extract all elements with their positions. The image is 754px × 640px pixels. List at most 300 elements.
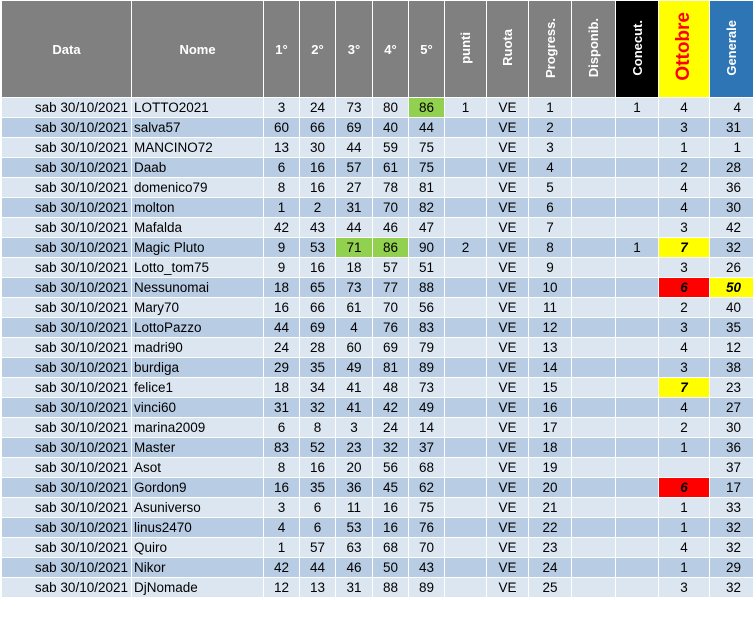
cell-generale: 36 bbox=[710, 438, 754, 458]
cell-n3: 31 bbox=[336, 198, 373, 218]
cell-n1: 16 bbox=[264, 478, 300, 498]
cell-ruota: VE bbox=[487, 178, 529, 198]
cell-disponib bbox=[572, 278, 616, 298]
cell-generale: 32 bbox=[710, 578, 754, 598]
cell-generale: 32 bbox=[710, 538, 754, 558]
cell-ruota: VE bbox=[487, 158, 529, 178]
cell-n5: 89 bbox=[409, 578, 445, 598]
cell-n1: 44 bbox=[264, 318, 300, 338]
cell-n1: 1 bbox=[264, 538, 300, 558]
cell-progress: 15 bbox=[529, 378, 572, 398]
cell-n1: 16 bbox=[264, 298, 300, 318]
cell-conecut bbox=[616, 118, 659, 138]
cell-n5: 79 bbox=[409, 338, 445, 358]
cell-n2: 30 bbox=[300, 138, 336, 158]
cell-progress: 19 bbox=[529, 458, 572, 478]
cell-punti bbox=[445, 198, 487, 218]
cell-ottobre: 3 bbox=[659, 218, 710, 238]
cell-punti bbox=[445, 418, 487, 438]
cell-generale: 42 bbox=[710, 218, 754, 238]
cell-date: sab 30/10/2021 bbox=[2, 518, 132, 538]
cell-ottobre: 1 bbox=[659, 438, 710, 458]
cell-n3: 20 bbox=[336, 458, 373, 478]
cell-punti bbox=[445, 398, 487, 418]
cell-conecut bbox=[616, 198, 659, 218]
cell-n3: 44 bbox=[336, 138, 373, 158]
cell-ottobre: 4 bbox=[659, 98, 710, 118]
cell-name: Gordon9 bbox=[132, 478, 264, 498]
cell-n5: 70 bbox=[409, 538, 445, 558]
cell-generale: 27 bbox=[710, 398, 754, 418]
cell-disponib bbox=[572, 558, 616, 578]
cell-conecut bbox=[616, 498, 659, 518]
cell-generale: 37 bbox=[710, 458, 754, 478]
table-row bbox=[2, 378, 754, 398]
cell-ruota: VE bbox=[487, 258, 529, 278]
cell-ruota: VE bbox=[487, 458, 529, 478]
cell-progress: 5 bbox=[529, 178, 572, 198]
cell-disponib bbox=[572, 98, 616, 118]
cell-disponib bbox=[572, 178, 616, 198]
lotto-results-table bbox=[1, 0, 754, 598]
cell-n4: 57 bbox=[373, 258, 409, 278]
table-row bbox=[2, 218, 754, 238]
cell-n1: 18 bbox=[264, 278, 300, 298]
cell-punti bbox=[445, 478, 487, 498]
cell-disponib bbox=[572, 458, 616, 478]
cell-n1: 13 bbox=[264, 138, 300, 158]
cell-n4: 69 bbox=[373, 338, 409, 358]
cell-ottobre: 1 bbox=[659, 558, 710, 578]
cell-n3: 11 bbox=[336, 498, 373, 518]
cell-disponib bbox=[572, 398, 616, 418]
cell-n3: 27 bbox=[336, 178, 373, 198]
table-row bbox=[2, 358, 754, 378]
header-conecut-label: Conecut. bbox=[629, 19, 645, 76]
cell-progress: 13 bbox=[529, 338, 572, 358]
cell-n1: 3 bbox=[264, 498, 300, 518]
cell-date: sab 30/10/2021 bbox=[2, 358, 132, 378]
cell-n1: 60 bbox=[264, 118, 300, 138]
table-header bbox=[2, 1, 754, 98]
cell-n5: 83 bbox=[409, 318, 445, 338]
cell-n3: 53 bbox=[336, 518, 373, 538]
cell-n5: 44 bbox=[409, 118, 445, 138]
cell-date: sab 30/10/2021 bbox=[2, 438, 132, 458]
cell-date: sab 30/10/2021 bbox=[2, 458, 132, 478]
cell-generale: 1 bbox=[710, 138, 754, 158]
cell-n2: 53 bbox=[300, 238, 336, 258]
cell-generale: 26 bbox=[710, 258, 754, 278]
cell-n2: 32 bbox=[300, 398, 336, 418]
header-n4: 4° bbox=[373, 1, 409, 98]
cell-ottobre: 2 bbox=[659, 418, 710, 438]
table-row bbox=[2, 478, 754, 498]
cell-date: sab 30/10/2021 bbox=[2, 338, 132, 358]
cell-n2: 16 bbox=[300, 258, 336, 278]
cell-n5: 73 bbox=[409, 378, 445, 398]
cell-ottobre: 4 bbox=[659, 538, 710, 558]
cell-n1: 3 bbox=[264, 98, 300, 118]
cell-name: salva57 bbox=[132, 118, 264, 138]
cell-date: sab 30/10/2021 bbox=[2, 158, 132, 178]
cell-ottobre: 1 bbox=[659, 138, 710, 158]
cell-ruota: VE bbox=[487, 198, 529, 218]
cell-conecut bbox=[616, 378, 659, 398]
cell-ottobre: 3 bbox=[659, 358, 710, 378]
cell-n4: 40 bbox=[373, 118, 409, 138]
cell-name: Quiro bbox=[132, 538, 264, 558]
cell-n2: 65 bbox=[300, 278, 336, 298]
cell-n1: 29 bbox=[264, 358, 300, 378]
header-generale bbox=[710, 1, 754, 98]
cell-n5: 89 bbox=[409, 358, 445, 378]
table-row bbox=[2, 238, 754, 258]
cell-conecut bbox=[616, 578, 659, 598]
cell-n4: 70 bbox=[373, 198, 409, 218]
cell-generale: 50 bbox=[710, 278, 754, 298]
cell-generale: 33 bbox=[710, 498, 754, 518]
header-nome: Nome bbox=[132, 1, 264, 98]
cell-date: sab 30/10/2021 bbox=[2, 498, 132, 518]
cell-n4: 76 bbox=[373, 318, 409, 338]
cell-progress: 3 bbox=[529, 138, 572, 158]
cell-n3: 57 bbox=[336, 158, 373, 178]
table-row bbox=[2, 458, 754, 478]
table-row bbox=[2, 178, 754, 198]
cell-punti bbox=[445, 558, 487, 578]
cell-n4: 50 bbox=[373, 558, 409, 578]
cell-progress: 9 bbox=[529, 258, 572, 278]
cell-ottobre: 4 bbox=[659, 338, 710, 358]
cell-punti bbox=[445, 318, 487, 338]
cell-n5: 37 bbox=[409, 438, 445, 458]
cell-progress: 22 bbox=[529, 518, 572, 538]
cell-n2: 57 bbox=[300, 538, 336, 558]
cell-name: Daab bbox=[132, 158, 264, 178]
cell-n2: 24 bbox=[300, 98, 336, 118]
cell-n1: 31 bbox=[264, 398, 300, 418]
cell-ottobre: 3 bbox=[659, 258, 710, 278]
cell-n2: 6 bbox=[300, 498, 336, 518]
cell-n5: 75 bbox=[409, 138, 445, 158]
cell-generale: 32 bbox=[710, 238, 754, 258]
cell-progress: 2 bbox=[529, 118, 572, 138]
cell-n1: 9 bbox=[264, 238, 300, 258]
table-row bbox=[2, 498, 754, 518]
cell-n4: 86 bbox=[373, 238, 409, 258]
cell-progress: 16 bbox=[529, 398, 572, 418]
cell-generale: 17 bbox=[710, 478, 754, 498]
table-row bbox=[2, 298, 754, 318]
cell-name: MANCINO72 bbox=[132, 138, 264, 158]
header-punti bbox=[445, 1, 487, 98]
cell-n2: 16 bbox=[300, 178, 336, 198]
cell-n3: 71 bbox=[336, 238, 373, 258]
cell-name: Master bbox=[132, 438, 264, 458]
cell-disponib bbox=[572, 438, 616, 458]
cell-n4: 81 bbox=[373, 358, 409, 378]
header-disponib-label: Disponib. bbox=[586, 17, 601, 78]
cell-conecut: 1 bbox=[616, 98, 659, 118]
cell-date: sab 30/10/2021 bbox=[2, 418, 132, 438]
cell-n3: 60 bbox=[336, 338, 373, 358]
cell-disponib bbox=[572, 418, 616, 438]
cell-ruota: VE bbox=[487, 98, 529, 118]
cell-disponib bbox=[572, 498, 616, 518]
header-conecut bbox=[616, 1, 659, 98]
cell-n4: 80 bbox=[373, 98, 409, 118]
cell-progress: 10 bbox=[529, 278, 572, 298]
header-n2: 2° bbox=[300, 1, 336, 98]
cell-disponib bbox=[572, 338, 616, 358]
cell-disponib bbox=[572, 478, 616, 498]
cell-ruota: VE bbox=[487, 338, 529, 358]
cell-generale: 30 bbox=[710, 198, 754, 218]
cell-n2: 66 bbox=[300, 118, 336, 138]
cell-disponib bbox=[572, 158, 616, 178]
cell-ottobre: 1 bbox=[659, 498, 710, 518]
cell-n1: 18 bbox=[264, 378, 300, 398]
cell-disponib bbox=[572, 238, 616, 258]
cell-progress: 18 bbox=[529, 438, 572, 458]
cell-conecut bbox=[616, 298, 659, 318]
cell-ruota: VE bbox=[487, 318, 529, 338]
cell-disponib bbox=[572, 218, 616, 238]
cell-ottobre: 1 bbox=[659, 518, 710, 538]
cell-ottobre: 2 bbox=[659, 298, 710, 318]
cell-date: sab 30/10/2021 bbox=[2, 278, 132, 298]
header-progress bbox=[529, 1, 572, 98]
cell-conecut bbox=[616, 438, 659, 458]
cell-n2: 35 bbox=[300, 478, 336, 498]
cell-ruota: VE bbox=[487, 518, 529, 538]
table-row bbox=[2, 398, 754, 418]
cell-n2: 8 bbox=[300, 418, 336, 438]
cell-date: sab 30/10/2021 bbox=[2, 118, 132, 138]
cell-n4: 16 bbox=[373, 498, 409, 518]
cell-disponib bbox=[572, 538, 616, 558]
table-row bbox=[2, 438, 754, 458]
cell-n4: 24 bbox=[373, 418, 409, 438]
cell-punti bbox=[445, 218, 487, 238]
cell-n1: 6 bbox=[264, 158, 300, 178]
table-row bbox=[2, 98, 754, 118]
cell-date: sab 30/10/2021 bbox=[2, 218, 132, 238]
cell-n1: 42 bbox=[264, 558, 300, 578]
cell-disponib bbox=[572, 298, 616, 318]
cell-name: molton bbox=[132, 198, 264, 218]
cell-conecut bbox=[616, 338, 659, 358]
cell-n2: 6 bbox=[300, 518, 336, 538]
cell-conecut bbox=[616, 478, 659, 498]
cell-name: Asuniverso bbox=[132, 498, 264, 518]
table-row bbox=[2, 338, 754, 358]
cell-n3: 41 bbox=[336, 378, 373, 398]
cell-n5: 56 bbox=[409, 298, 445, 318]
header-data: Data bbox=[2, 1, 132, 98]
cell-punti: 2 bbox=[445, 238, 487, 258]
cell-n2: 16 bbox=[300, 158, 336, 178]
cell-ottobre bbox=[659, 458, 710, 478]
table-row bbox=[2, 258, 754, 278]
cell-n1: 24 bbox=[264, 338, 300, 358]
cell-ottobre: 2 bbox=[659, 158, 710, 178]
cell-punti bbox=[445, 578, 487, 598]
cell-n4: 16 bbox=[373, 518, 409, 538]
cell-n5: 76 bbox=[409, 518, 445, 538]
cell-n4: 32 bbox=[373, 438, 409, 458]
cell-ruota: VE bbox=[487, 418, 529, 438]
cell-date: sab 30/10/2021 bbox=[2, 138, 132, 158]
cell-punti bbox=[445, 358, 487, 378]
cell-generale: 30 bbox=[710, 418, 754, 438]
header-ottobre bbox=[659, 1, 710, 98]
cell-n3: 73 bbox=[336, 98, 373, 118]
cell-conecut bbox=[616, 258, 659, 278]
cell-name: Magic Pluto bbox=[132, 238, 264, 258]
cell-ottobre: 4 bbox=[659, 398, 710, 418]
cell-progress: 8 bbox=[529, 238, 572, 258]
table-row bbox=[2, 538, 754, 558]
header-ruota-label: Ruota bbox=[500, 29, 515, 66]
cell-generale: 12 bbox=[710, 338, 754, 358]
cell-conecut bbox=[616, 358, 659, 378]
cell-ruota: VE bbox=[487, 398, 529, 418]
cell-name: felice1 bbox=[132, 378, 264, 398]
cell-date: sab 30/10/2021 bbox=[2, 258, 132, 278]
cell-n2: 16 bbox=[300, 458, 336, 478]
cell-name: linus2470 bbox=[132, 518, 264, 538]
cell-n4: 78 bbox=[373, 178, 409, 198]
cell-n4: 77 bbox=[373, 278, 409, 298]
cell-n2: 13 bbox=[300, 578, 336, 598]
cell-punti bbox=[445, 498, 487, 518]
cell-n5: 82 bbox=[409, 198, 445, 218]
cell-date: sab 30/10/2021 bbox=[2, 238, 132, 258]
cell-disponib bbox=[572, 518, 616, 538]
cell-name: LottoPazzo bbox=[132, 318, 264, 338]
cell-generale: 40 bbox=[710, 298, 754, 318]
cell-n5: 62 bbox=[409, 478, 445, 498]
cell-n1: 8 bbox=[264, 178, 300, 198]
table-row bbox=[2, 158, 754, 178]
cell-punti bbox=[445, 438, 487, 458]
cell-date: sab 30/10/2021 bbox=[2, 98, 132, 118]
cell-n5: 88 bbox=[409, 278, 445, 298]
cell-n2: 66 bbox=[300, 298, 336, 318]
header-ottobre-label: Ottobre bbox=[673, 11, 694, 81]
cell-conecut bbox=[616, 418, 659, 438]
cell-n4: 68 bbox=[373, 538, 409, 558]
header-ruota bbox=[487, 1, 529, 98]
table-row bbox=[2, 318, 754, 338]
cell-punti bbox=[445, 138, 487, 158]
cell-n3: 49 bbox=[336, 358, 373, 378]
cell-conecut bbox=[616, 138, 659, 158]
cell-generale: 35 bbox=[710, 318, 754, 338]
cell-n5: 75 bbox=[409, 498, 445, 518]
cell-n3: 41 bbox=[336, 398, 373, 418]
cell-punti bbox=[445, 278, 487, 298]
cell-name: Mafalda bbox=[132, 218, 264, 238]
cell-date: sab 30/10/2021 bbox=[2, 378, 132, 398]
cell-n5: 81 bbox=[409, 178, 445, 198]
cell-ottobre: 3 bbox=[659, 318, 710, 338]
cell-conecut bbox=[616, 178, 659, 198]
cell-n4: 46 bbox=[373, 218, 409, 238]
cell-conecut: 1 bbox=[616, 238, 659, 258]
cell-n1: 83 bbox=[264, 438, 300, 458]
cell-n3: 63 bbox=[336, 538, 373, 558]
cell-n3: 36 bbox=[336, 478, 373, 498]
cell-n5: 51 bbox=[409, 258, 445, 278]
cell-n4: 61 bbox=[373, 158, 409, 178]
cell-conecut bbox=[616, 318, 659, 338]
cell-n4: 88 bbox=[373, 578, 409, 598]
cell-disponib bbox=[572, 118, 616, 138]
cell-n5: 75 bbox=[409, 158, 445, 178]
cell-punti bbox=[445, 178, 487, 198]
cell-n2: 43 bbox=[300, 218, 336, 238]
cell-punti bbox=[445, 118, 487, 138]
cell-name: Asot bbox=[132, 458, 264, 478]
cell-n3: 23 bbox=[336, 438, 373, 458]
cell-disponib bbox=[572, 258, 616, 278]
cell-name: Nikor bbox=[132, 558, 264, 578]
cell-generale: 23 bbox=[710, 378, 754, 398]
cell-ottobre: 7 bbox=[659, 238, 710, 258]
table-row bbox=[2, 198, 754, 218]
cell-n4: 48 bbox=[373, 378, 409, 398]
cell-n4: 45 bbox=[373, 478, 409, 498]
cell-generale: 38 bbox=[710, 358, 754, 378]
cell-progress: 21 bbox=[529, 498, 572, 518]
cell-ruota: VE bbox=[487, 118, 529, 138]
cell-punti bbox=[445, 298, 487, 318]
cell-ruota: VE bbox=[487, 218, 529, 238]
cell-name: marina2009 bbox=[132, 418, 264, 438]
cell-generale: 28 bbox=[710, 158, 754, 178]
cell-date: sab 30/10/2021 bbox=[2, 178, 132, 198]
table-row bbox=[2, 418, 754, 438]
cell-n2: 28 bbox=[300, 338, 336, 358]
cell-ruota: VE bbox=[487, 378, 529, 398]
cell-disponib bbox=[572, 358, 616, 378]
cell-n1: 42 bbox=[264, 218, 300, 238]
table-row bbox=[2, 118, 754, 138]
cell-ruota: VE bbox=[487, 278, 529, 298]
cell-progress: 7 bbox=[529, 218, 572, 238]
cell-n3: 73 bbox=[336, 278, 373, 298]
cell-progress: 20 bbox=[529, 478, 572, 498]
cell-date: sab 30/10/2021 bbox=[2, 198, 132, 218]
cell-n5: 14 bbox=[409, 418, 445, 438]
cell-disponib bbox=[572, 138, 616, 158]
table-row bbox=[2, 558, 754, 578]
cell-ottobre: 3 bbox=[659, 578, 710, 598]
cell-name: domenico79 bbox=[132, 178, 264, 198]
cell-n1: 6 bbox=[264, 418, 300, 438]
cell-name: Nessunomai bbox=[132, 278, 264, 298]
cell-n2: 35 bbox=[300, 358, 336, 378]
cell-ruota: VE bbox=[487, 558, 529, 578]
cell-n2: 44 bbox=[300, 558, 336, 578]
cell-n3: 31 bbox=[336, 578, 373, 598]
cell-disponib bbox=[572, 578, 616, 598]
cell-progress: 17 bbox=[529, 418, 572, 438]
cell-disponib bbox=[572, 318, 616, 338]
